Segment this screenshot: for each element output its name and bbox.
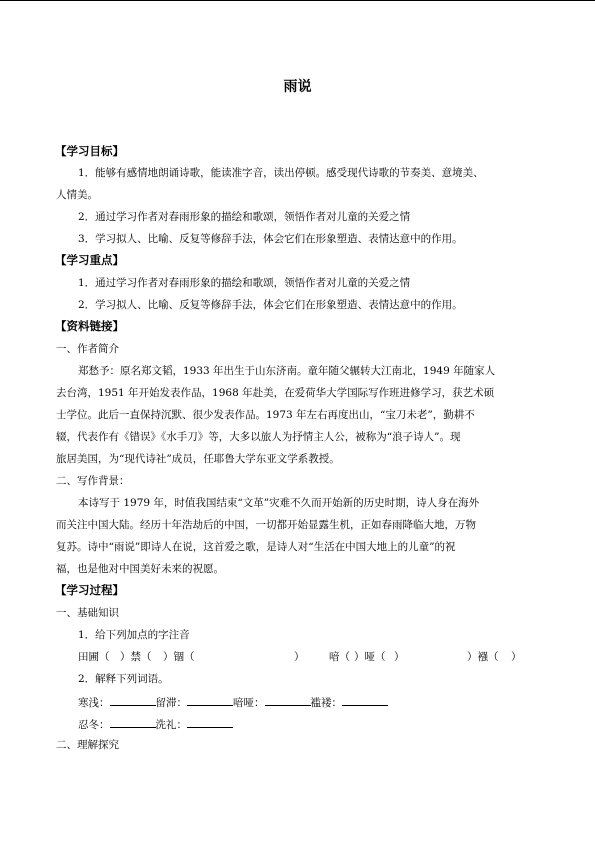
word-yinya: 喑哑： [233, 697, 265, 709]
key-point-2: 2．学习拟人、比喻、反复等修辞手法，体会它们在形象塑造、表情达意中的作用。 [78, 299, 463, 311]
pinyin-item-qiang: ）襁（ [467, 651, 499, 663]
background-line: 复苏。诗中“雨说”即诗人在说，这首爱之歌，是诗人对“生活在中国大地上的儿童”的祝 [56, 541, 456, 553]
page-title: 雨说 [283, 79, 312, 95]
top-border-line [0, 0, 595, 1]
question-1: 1．给下列加点的字注音 [78, 629, 190, 641]
answer-blank[interactable] [187, 716, 233, 728]
background-line: 福，也是他对中国美好未来的祝愿。 [56, 563, 224, 575]
author-intro-line: 郑愁予：原名郑文韬，1933 年出生于山东济南。童年随父辗转大江南北，1949 年随家人 [78, 365, 496, 377]
objectives-heading: 【学习目标】 [55, 144, 124, 158]
answer-blank[interactable] [110, 716, 156, 728]
word-row-1 [78, 694, 388, 710]
pinyin-item-gu: ）锢（ [163, 651, 195, 663]
objective-2: 2．通过学习作者对春雨形象的描绘和歌颂，领悟作者对儿童的关爱之情 [78, 211, 411, 223]
pinyin-item-jin: ）禁（ [120, 651, 152, 663]
materials-heading: 【资料链接】 [55, 319, 124, 333]
process-heading: 【学习过程】 [55, 583, 124, 597]
key-points-heading: 【学习重点】 [55, 253, 124, 267]
answer-blank[interactable] [187, 694, 233, 706]
word-liuzhi: 留滞： [155, 697, 187, 709]
answer-blank[interactable] [342, 694, 388, 706]
word-lanlv: 褴褛： [310, 697, 342, 709]
objective-1-line-2: 人情美。 [56, 189, 98, 201]
background-line: 本诗写于 1979 年，时值我国结束“文革”灾难不久而开始新的历史时期，诗人身在海外 [78, 497, 480, 509]
author-intro-heading: 一、作者简介 [56, 343, 119, 355]
pinyin-item-tianpu: 田圃（ [78, 651, 110, 663]
pinyin-close-2: ） [394, 651, 405, 663]
background-line: 而关注中国大陆。经历十年浩劫后的中国，一切都开始显露生机，正如春雨降临大地，万物 [56, 519, 476, 531]
answer-blank[interactable] [110, 694, 156, 706]
word-xili: 洗礼： [155, 719, 187, 731]
author-intro-line: 去台湾，1951 年开始发表作品，1968 年赴美，在爱荷华大学国际写作班进修学习，获艺术硕 [56, 387, 495, 399]
objective-1-line-1: 1．能够有感情地朗诵诗歌，能读准字音，读出停顿。感受现代诗歌的节奏美、意境美、 [78, 167, 484, 179]
pinyin-close-3: ） [511, 651, 522, 663]
word-row-2 [78, 716, 233, 732]
answer-blank[interactable] [265, 694, 311, 706]
question-2: 2．解释下列词语。 [78, 673, 169, 685]
author-intro-line: 旅居美国，为“现代诗社”成员，任耶鲁大学东亚文学系教授。 [56, 453, 340, 465]
word-hanqian: 寒浅： [78, 697, 110, 709]
background-heading: 二、写作背景： [56, 475, 130, 487]
author-intro-line: 士学位。此后一直保持沉默、很少发表作品。1973 年左右再度出山，“宝刀未老”，勤耕不 [56, 409, 475, 421]
pinyin-item-ya: ）哑（ [354, 651, 386, 663]
pinyin-close-1: ） [294, 651, 305, 663]
word-rendong: 忍冬： [78, 719, 110, 731]
basics-heading: 一、基础知识 [56, 607, 119, 619]
key-point-1: 1．通过学习作者对春雨形象的描绘和歌颂，领悟作者对儿童的关爱之情 [78, 277, 411, 289]
author-intro-line: 辍，代表作有《错误》《水手刀》等，大多以旅人为抒情主人公，被称为“浪子诗人”。现 [56, 431, 461, 443]
objective-3: 3．学习拟人、比喻、反复等修辞手法，体会它们在形象塑造、表情达意中的作用。 [78, 233, 463, 245]
explore-heading: 二、理解探究 [56, 739, 119, 751]
pinyin-item-yin: 喑（ [329, 651, 350, 663]
